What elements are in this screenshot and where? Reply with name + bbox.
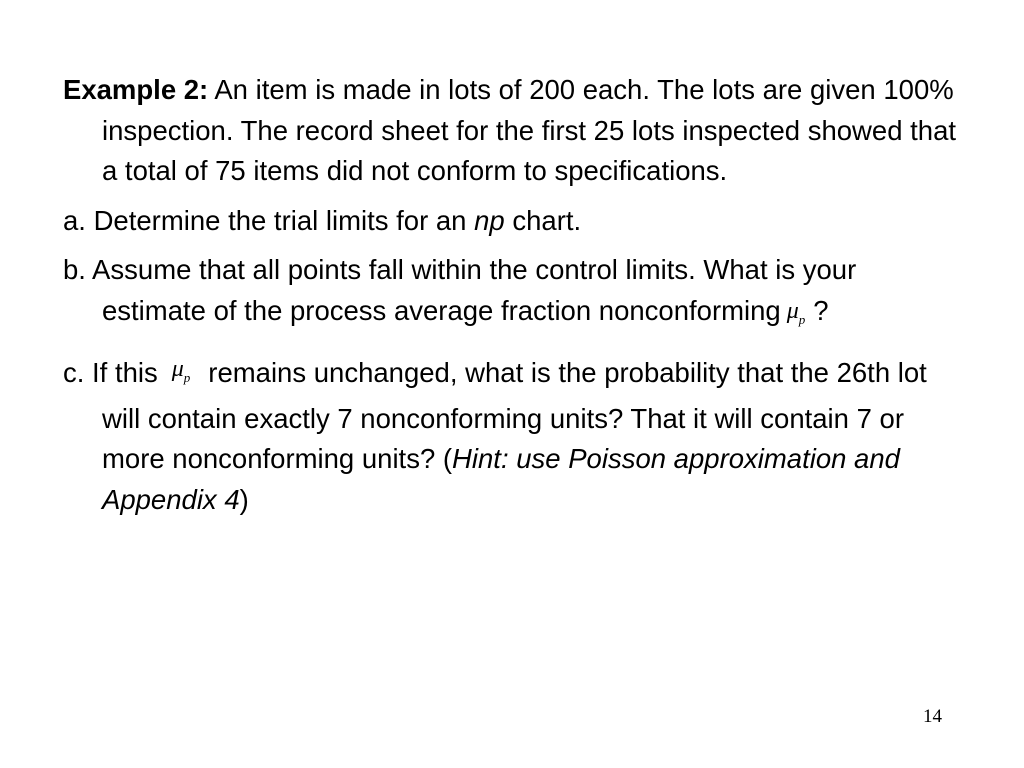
np-term: np	[474, 204, 505, 236]
mu-subscript: p	[798, 311, 806, 327]
mu-letter: μ	[786, 297, 799, 324]
question-c	[63, 349, 963, 520]
mu-p-symbol	[172, 349, 191, 399]
example-statement	[63, 70, 963, 192]
question-a	[63, 201, 963, 242]
mu-letter: μ	[171, 356, 184, 382]
question-c-end: )	[239, 483, 249, 515]
page-number: 14	[923, 706, 942, 727]
mu-subscript: p	[183, 370, 191, 385]
question-b	[63, 250, 963, 340]
question-b-text: b. Assume that all points fall within the control limits. What is your estimate of the process average fraction nonconforming	[63, 254, 857, 326]
mu-p-symbol	[787, 291, 806, 341]
example-label: Example 2:	[63, 74, 209, 105]
question-a-text: a. Determine the trial limits for an	[63, 204, 475, 236]
hint-text: Hint: use Poisson approximation and Appendix 4	[102, 443, 900, 515]
slide-body	[63, 70, 963, 529]
question-c-start: c. If this	[63, 357, 158, 388]
question-b-end: ?	[813, 294, 829, 326]
example-text: An item is made in lots of 200 each. The lots are given 100% inspection. The record sheet for the first 25 lots inspected showed that a total of 75 items did not conform to specifications.	[102, 74, 957, 186]
question-a-end: chart.	[504, 204, 582, 236]
question-c-text: remains unchanged, what is the probability that the 26th lot will contain exactly 7 nonconforming units? That it will contain 7 or more nonconforming units? (	[102, 357, 927, 474]
